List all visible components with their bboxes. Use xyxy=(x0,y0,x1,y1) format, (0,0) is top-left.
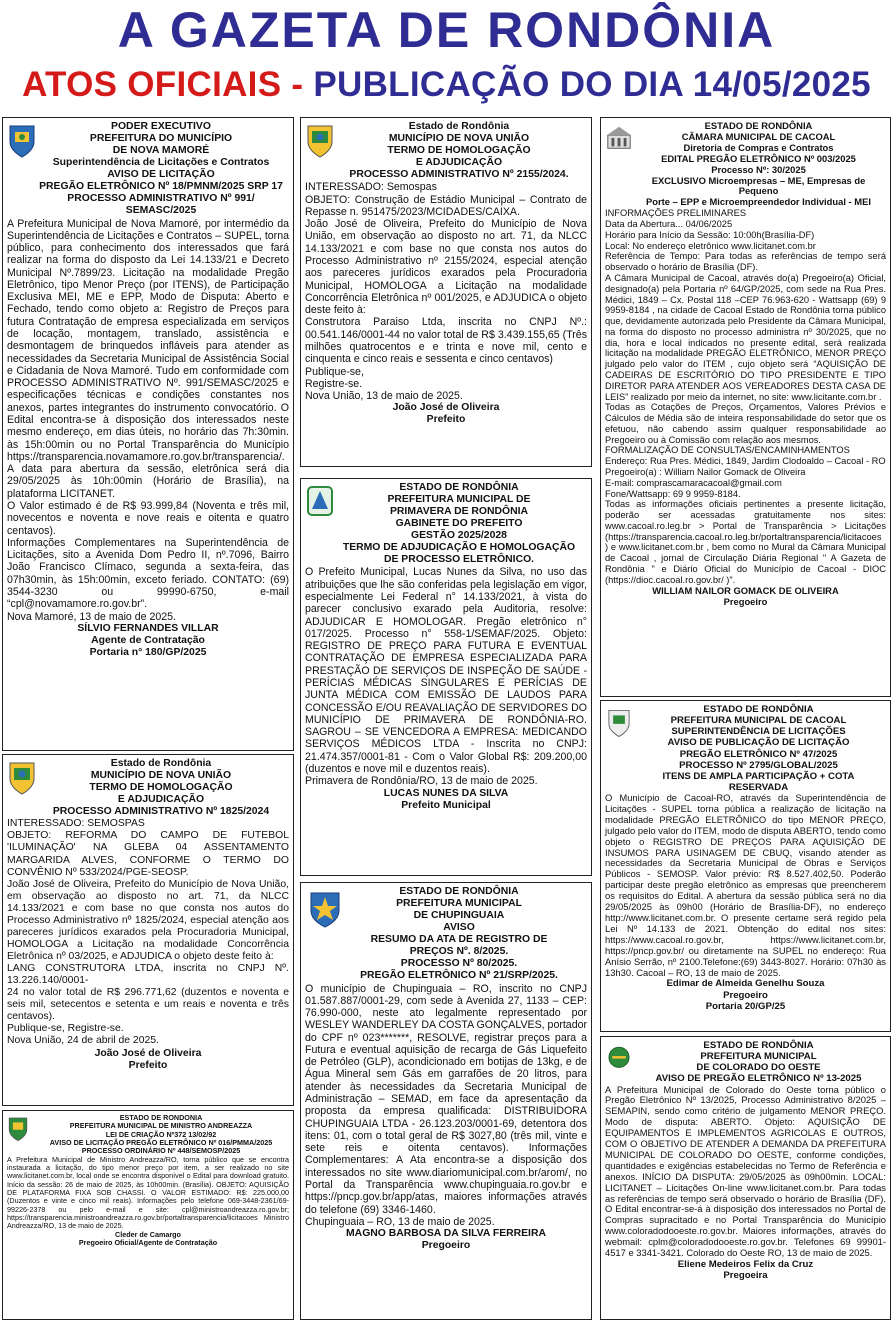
paragraph: João José de Oliveira, Prefeito do Município de Nova União, em observação ao disposto no art. 71, da NLCC 14.133/2021 e com base no que consta nos autos do Processo Administrativo nº 2155/2024, especial atenção aos pareceres jurídicos exarados pela Procuradoria Municipal, HOMOLOGA a Licitação na modalidade Concorrência Eletrônica nº 001/2025, e ADJUDICA o objeto deste feito à: xyxy=(305,218,587,317)
header-line: ESTADO DE RONDONIA xyxy=(119,1113,203,1122)
building-emblem-icon xyxy=(605,124,633,152)
signature-name: SÍLVIO FERNANDES VILLAR xyxy=(77,622,219,634)
header-line: PROCESSO ORDINÁRIO Nº 448/SEMOSP/2025 xyxy=(81,1146,241,1156)
signature xyxy=(605,586,886,608)
header-line: RESUMO DA ATA DE REGISTRO DE xyxy=(370,934,548,946)
signature-name: WILLIAM NAILOR GOMACK DE OLIVEIRA xyxy=(652,584,839,596)
paragraph: Fone/Wattsapp: 69 9 9959-8184. xyxy=(605,488,741,499)
notice-prefeitura-cacoal xyxy=(600,700,891,1032)
notice-body xyxy=(7,818,289,1047)
signature-role: Prefeito xyxy=(426,414,466,426)
paragraph: Nova União, 24 de abril de 2025. xyxy=(7,1035,159,1047)
signature-role: Agente de Contratação xyxy=(91,634,205,646)
paragraph: INFORMAÇÕES PRELIMINARES xyxy=(605,208,747,219)
header-line: PREFEITURA MUNICIPAL DE xyxy=(387,494,531,506)
paragraph: Referência de Tempo: Para todas as referências de tempo será observado o horário de Brasília (DF). xyxy=(605,251,886,273)
signature-role: Portaria n° 180/GP/2025 xyxy=(89,646,207,658)
signature-role: Portaria 20/GP/25 xyxy=(705,1000,786,1012)
paragraph: Chupinguaia – RO, 13 de maio de 2025. xyxy=(305,1215,495,1228)
signature-role: Prefeito Municipal xyxy=(401,799,491,811)
signature xyxy=(605,1259,886,1281)
notice-header xyxy=(305,886,587,983)
header-line: DE CHUPINGUAIA xyxy=(413,910,505,922)
paragraph: 24 no valor total de R$ 296.771,62 (duzentos e noventa e seis mil, setecentos e setenta e um reais e noventa e três centavos). xyxy=(7,987,289,1023)
paragraph: Todas as informações oficiais pertinentes a presente licitação, poderão ser acessadas gratuitamente nos sites: www.cacoal.ro.leg.br > Portal de Transparência > Licitações (https://transparencia.cacoal.ro.leg.br/portaltransparencia/licitacoes ) e www.licitanet.com.br , bem como no Mural da Câmara Municipal de Cacoal , jornal de Circulação Diária Regional " A Gazeta de Rondônia " e Diário Oficial do Município de Cacoal - DIOC (https://dioc.cacoal.ro.gov.br/ )". xyxy=(605,499,886,585)
paragraph: FORMALIZAÇÃO DE CONSULTAS/ENCAMINHAMENTOS xyxy=(605,445,850,456)
paragraph: Horário para Início da Sessão: 10:00h(Brasília-DF) xyxy=(605,229,815,240)
header-line: ITENS DE AMPLA PARTICIPAÇÃO + COTA RESERVADA xyxy=(662,770,855,793)
header-line: EXCLUSIVO Microempresas – ME, Empresas de Pequeno xyxy=(651,174,866,197)
header-line: MUNICÍPIO DE NOVA UNIÃO xyxy=(388,133,530,145)
header-line: ESTADO DE RONDÔNIA xyxy=(704,120,813,131)
header-line: SUPERINTENDÊNCIA DE LICITAÇÕES xyxy=(671,726,846,738)
notice-body xyxy=(605,208,886,585)
notice-header xyxy=(7,121,289,218)
notice-chupinguaia xyxy=(300,882,592,1320)
coat-of-arms-icon xyxy=(305,122,335,160)
header-line: ESTADO DE RONDÔNIA xyxy=(399,886,519,897)
signature-name: LUCAS NUNES DA SILVA xyxy=(383,787,509,799)
star-emblem-icon xyxy=(307,889,343,929)
header-line: LEI DE CRIAÇÃO Nº372 13/02/92 xyxy=(105,1129,217,1139)
paragraph: Primavera de Rondônia/RO, 13 de maio de 2025. xyxy=(305,775,538,788)
header-line: PREGÃO ELETRÔNICO Nº 21/SRP/2025. xyxy=(360,970,558,982)
coat-of-arms-icon xyxy=(605,707,633,739)
masthead xyxy=(0,0,893,112)
header-line: PRIMAVERA DE RONDÔNIA xyxy=(390,506,528,518)
paragraph: Publique-se, xyxy=(305,365,364,378)
header-line: AVISO DE PREGÃO ELETRÔNICO Nº 13-2025 xyxy=(655,1073,862,1085)
header-line: ESTADO DE RONDÔNIA xyxy=(703,704,814,715)
paragraph: Pregoeiro(a) : William Nailor Gomack de Oliveira xyxy=(605,467,806,477)
publication-date: PUBLICAÇÃO DO DIA 14/05/2025 xyxy=(313,65,871,104)
header-line: Diretoria de Compras e Contratos xyxy=(683,141,834,153)
notice-header xyxy=(305,482,587,566)
notice-primavera-de-rondonia xyxy=(300,478,592,876)
paragraph: OBJETO: REFORMA DO CAMPO DE FUTEBOL 'ILUMINAÇÃO' NA GLEBA 04 ASSENTAMENTO MARGARIDA ALVES, CONFORME O TERMO DO CONVÊNIO Nº 533/2024/PGE-SEOSP. xyxy=(7,830,289,878)
header-line: CÂMARA MUNICIPAL DE CACOAL xyxy=(681,130,836,142)
notice-body xyxy=(305,566,587,787)
notice-header xyxy=(7,758,289,818)
signature xyxy=(305,402,587,426)
signature xyxy=(605,978,886,1011)
newspaper-title: A GAZETA DE RONDÔNIA xyxy=(117,2,776,58)
header-line: Porte – EPP e Microempreendedor Individual - MEI xyxy=(646,196,871,208)
header-line: E ADJUDICAÇÃO xyxy=(117,794,205,806)
coat-of-arms-icon xyxy=(7,1115,29,1143)
signature-role: Pregoeiro xyxy=(723,595,768,607)
paragraph: João José de Oliveira, Prefeito do Município de Nova União, em observação ao disposto no art. 71, da NLCC 14.133/2021 e com base no que consta nos autos do Processo Administrativo nº 1825/2024, especial atenção aos pareceres jurídicos exarados pela Procuradoria Municipal, HOMOLOGA a Licitação na modalidade Concorrência Eletrônica nº 03/2025, e ADJUDICA o objeto deste feito à: xyxy=(7,878,289,962)
header-line: PREGÃO ELETRÔNICO Nº 18/PMNM/2025 SRP 17 xyxy=(39,181,283,193)
signature xyxy=(7,623,289,659)
header-line: AVISO DE LICITAÇÃO PREGÃO ELETRÔNICO Nº 016/PMMA/2025 xyxy=(49,1138,273,1148)
paragraph: Registre-se. xyxy=(305,377,363,390)
notice-body xyxy=(605,793,886,978)
paragraph: E-mail: comprascamaracacoal@gmail.com xyxy=(605,477,782,488)
paragraph: A Prefeitura Municipal de Nova Mamoré, por intermédio da Superintendência de Licitações e Contratos – SUPEL, torna público, para conhecimento dos interessados que fará realizar na forma do disposto da Lei 14.133/21 e Decreto Municipal Nº.7899/23. Licitação na modalidade Pregão Eletrônico, tipo Menor Preço (por ITENS), de Participação Exclusiva MEI, ME e EPP, Modo de Disputa: Aberto e Fechado, tendo como objeto a: Registro de Preços para futura Contratação de empresa especializada em serviços de locação, montagem, translado, assistência e desmontagem de brinquedos infláveis para atender as necessidades da Secretaria Municipal de Assistência Social e Cidadania de Nova Mamoré. Tudo em conformidade com PROCESSO ADMINISTRATIVO Nº. 991/SEMASC/2025 e especificações técnicas e condições constantes nos anexos, partes integrantes do instrumento convocatório. O Edital encontra-se à disposição dos interessados neste mesmo endereço, em dias úteis, no horário das 7h:30min. às 15h:00min ou no Portal Transparência do Município https://transparencia.novamamore.ro.gov.br/transparencia/. A data para abertura da sessão, eletrônica será dia 29/05/2025 às 10h:00min (Horário de Brasília), na plataforma LICITANET. xyxy=(7,217,289,500)
signature xyxy=(305,1228,587,1252)
notice-header xyxy=(605,704,886,793)
masthead-separator: - xyxy=(281,65,314,104)
notice-body xyxy=(605,1085,886,1260)
notice-nova-uniao-1825 xyxy=(2,754,294,1106)
header-line: PROCESSO ADMINISTRATIVO Nº 2155/2024. xyxy=(349,169,569,181)
notice-ministro-andreazza xyxy=(2,1110,294,1320)
header-line: E ADJUDICAÇÃO xyxy=(415,157,503,169)
paragraph: Informações Complementares na Superintendência de Licitações, sito a Avenida Dom Pedro II, nº.7096, Bairro João Francisco Clímaco, segunda a sexta-feira, das 07h30min, às 15h:00min, exceto feriado. CONTATO: (69) 3544-3230 ou 99990-6750, e-mail “cpl@novamamore.ro.gov.br”. xyxy=(7,536,289,611)
signature-name: Edimar de Almeida Genelhu Souza xyxy=(666,978,825,990)
header-line: GESTÃO 2025/2028 xyxy=(411,530,507,542)
paragraph: Data da Abertura... 04/06/2025 xyxy=(605,219,733,230)
notice-header xyxy=(605,121,886,208)
header-line: Superintendência de Licitações e Contratos xyxy=(52,157,270,169)
notice-header xyxy=(7,1114,289,1156)
header-line: Processo Nº: 30/2025 xyxy=(711,163,806,175)
paragraph: INTERESSADO: SEMOSPAS xyxy=(7,818,145,830)
signature-name: Eliene Medeiros Felix da Cruz xyxy=(677,1259,814,1270)
coat-of-arms-icon xyxy=(605,1043,633,1075)
notice-header xyxy=(605,1040,886,1085)
paragraph: Construtora Paraiso Ltda, inscrita no CNPJ Nº.: 00.541.146/0001-44 no valor total de R$ 3.439.155,65 (Três milhões quatrocentos e e trinta e nove mil, cento e cinquenta e cinco reais e sessenta e cinco centavos) xyxy=(305,316,587,366)
paragraph: OBJETO: Construção de Estádio Municipal – Contrato de Repasse n. 951475/2023/MCIDADES/CAIXA. xyxy=(305,193,587,218)
paragraph: LANG CONSTRUTORA LTDA, inscrita no CNPJ Nº. 13.226.140/0001- xyxy=(7,963,289,987)
header-line: PREFEITURA DO MUNICÍPIO xyxy=(89,133,233,145)
header-line: DE PROCESSO ELETRÔNICO. xyxy=(383,554,535,566)
notice-camara-cacoal xyxy=(600,117,891,697)
notice-nova-uniao-2155 xyxy=(300,117,592,467)
notice-header xyxy=(305,121,587,181)
header-line: PREÇOS Nº. 8/2025. xyxy=(409,946,509,958)
header-line: PROCESSO Nº 2795/GLOBAL/2025 xyxy=(679,759,838,771)
notice-body xyxy=(305,983,587,1229)
header-line: TERMO DE ADJUDICAÇÃO E HOMOLOGAÇÃO xyxy=(342,542,576,554)
signature-name: João José de Oliveira xyxy=(94,1047,202,1059)
paragraph: O município de Chupinguaia – RO, inscrito no CNPJ 01.587.887/0001-29, com sede à Avenida 27, 1133 – CEP: 76.990-000, neste ato legalmente representado por WESLEY WANDERLEY DA COSTA GONÇALVES, portador do CPF nº 023*******, RESOLVE, registrar preços para a Futura e eventual aquisição de recarga de Gás Liquefeito de Petróleo (GLP), acondicionado em botijas de 13kg, e de Água Mineral sem Gás em garrafões de 20 litros, para atender às necessidades da Secretaria Municipal de Administração – SEMAD, em face da apresentação da proposta da empresa qualificada: DISTRIBUIDORA CHUPINGUAIA LTDA - 26.123.203/0001-69, detentora dos itens: 01, com o total geral de R$ 3027,80 (três mil, vinte e sete reis e oitenta centavos). Informações Complementares: A Ata encontra-se a disposição dos interessados no site www.diariomunicipal.com.br/arom/, no Portal da Transparência www.chupinguaia.ro.gov.br e https://pncp.gov.br/app/atas, maiores informações através do telefone (69) 3346-1460. xyxy=(305,982,588,1216)
header-line: EDITAL PREGÃO ELETRÔNICO Nº 003/2025 xyxy=(661,152,856,164)
header-line: Estado de Rondônia xyxy=(110,758,212,769)
header-line: PREFEITURA MUNICIPAL xyxy=(396,898,522,910)
notice-colorado-do-oeste xyxy=(600,1036,891,1320)
paragraph: Publique-se, Registre-se. xyxy=(7,1023,124,1035)
header-line: PROCESSO Nº 80/2025. xyxy=(400,958,518,970)
header-line: GABINETE DO PREFEITO xyxy=(395,518,523,530)
signature xyxy=(7,1231,289,1248)
header-line: PROCESSO ADMINISTRATIVO Nº 991/ xyxy=(67,193,255,205)
paragraph: Endereço: Rua Pres. Médici, 1849, Jardim Clodoaldo – Cacoal - RO xyxy=(605,456,886,467)
signature-name: Cleder de Camargo xyxy=(115,1229,181,1239)
header-line: DE COLORADO DO OESTE xyxy=(696,1062,821,1074)
header-line: PREFEITURA MUNICIPAL xyxy=(700,1051,817,1063)
paragraph: INTERESSADO: Semospas xyxy=(305,181,437,194)
header-line: TERMO DE HOMOLOGAÇÃO xyxy=(387,145,531,157)
paragraph: Nova Mamoré, 13 de maio de 2025. xyxy=(7,610,177,623)
atos-oficiais-label: ATOS OFICIAIS xyxy=(22,65,282,104)
notice-nova-mamore xyxy=(2,117,294,751)
coat-of-arms-icon xyxy=(305,483,335,521)
header-line: PODER EXECUTIVO xyxy=(111,121,211,132)
signature-role: Prefeito xyxy=(128,1059,168,1071)
paragraph: Nova União, 13 de maio de 2025. xyxy=(305,390,463,403)
header-line: ESTADO DE RONDÔNIA xyxy=(703,1040,814,1051)
paragraph: A Câmara Municipal de Cacoal, através do(a) Pregoeiro(a) Oficial, designado(a) pela Portaria nº 64/GP/2025, com sede na Rua Pres. Médici, 1849 – Cx. Postal 118 –CEP 76.963-620 - Wattsapp (69) 9 9959-8184 , na cidade de Cacoal Estado de Rondônia torna público que, devidamente autorizada pelo Presidente da Câmara Municipal, na forma do disposto no processo administra nº 30/2025, que no dia, hora e local indicados no presente edital, será realizada licitação na modalidade PREGÃO ELETRÔNICO, MENOR PREÇO julgado pelo valor do ITEM , cujo objeto será “AQUISIÇÃO DE CADEIRAS DE ESCRITÓRIO DO TIPO PRESIDENTE E TIPO DIRETOR PARA ATENDER AOS VEREADORES DESTA CASA DE LEIS” realizado por meio da internet, no site: www.licitante.com.br . xyxy=(605,272,886,402)
paragraph: O Valor estimado é de R$ 93.999,84 (Noventa e três mil, novecentos e noventa e nove reais e oitenta e quatro centavos). xyxy=(7,499,289,537)
header-line: PREFEITURA MUNICIPAL DE MINISTRO ANDREAZZA xyxy=(69,1121,253,1131)
signature xyxy=(305,788,587,812)
notice-body xyxy=(7,1156,289,1231)
paragraph: O Município de Cacoal-RO, através da Superintendência de Licitações - SUPEL torna pública a realização de licitação na modalidade PREGÃO ELETRÔNICO do tipo MENOR PREÇO, julgado pelo valor do ITEM, modo de disputa ABERTO, tendo como objeto o REGISTRO DE PREÇOS PARA AQUISIÇÃO DE INSUMOS PARA USINAGEM DE CBUQ, visando atender as necessidades da Secretaria Municipal de Obras e Serviços Públicos - SEMOSP. Valor prévio: R$ 8.527.402,50. Poderão participar deste pregão eletrônico as empresas que preencherem os requisitos do Edital. A abertura da sessão pública será no dia 29/05/2025 às 09h00 (Horário de Brasília-DF), no endereço http://www.licitanet.com.br. O presente certame será regido pela Lei Nº 14.133 de 2021. Obtenção do edital nos sites: https://www.cacoal.ro.gov.br, https://www.licitanet.com.br, https://pncp.gov.br/ ou diretamente na SUPEL no endereço: Rua Anísio Serrão, nº 2100.Telefone:(69) 3443-8027. Horário: 07h30 às 13h30. Cacoal – RO, 13 de maio de 2025. xyxy=(605,792,886,978)
signature-role: Pregoeiro Oficial/Agente de Contratação xyxy=(78,1238,218,1248)
signature-name: João José de Oliveira xyxy=(392,402,500,414)
publication-line xyxy=(0,62,893,108)
paragraph: O Prefeito Municipal, Lucas Nunes da Silva, no uso das atribuições que lhe são conferidas pela legislação em vigor, especialmente Lei Federal n° 14.133/2021, à vista do parecer conclusivo exarado pela Auditoria, resolve: ADJUDICAR E HOMOLOGAR. Pregão eletrônico n° 017/2025. Processo n° 558-1/SEMAF/2025. Objeto: REGISTRO DE PREÇO PARA FUTURA E EVENTUAL CONTRATAÇÃO DE EMPRESA ESPECIALIZADA PARA PRESTAÇÃO DE SERVIÇOS DE INSPEÇÃO DE SAÚDE - PERÍCIAS MÉDICAS SINGULARES E PERÍCIAS DE JUNTA MÉDICA COM EMISSÃO DE LAUDOS PARA CONCESSÃO E/OU REAVALIAÇÃO DE SERVIDORES DO MUNICÍPIO DE PRIMAVERA DE RONDÔNIA-RO. SAGROU – SE VENCEDORA A EMPRESA: MEDICANDO SERVIÇOS MÉDICOS LTDA - Inscrita no CNPJ: 21.474.357/0001-81 - Com o Valor Global R$: 209.200,00 (duzentos e nove mil e duzentos reais). xyxy=(305,566,587,775)
header-line: DE NOVA MAMORÉ xyxy=(112,145,210,157)
paragraph: A Prefeitura Municipal de Colorado do Oeste torna público o Pregão Eletrônico Nº 13/2025, Processo Administrativo 8/2025 – SEMAPIN, sendo como critério de julgamento MENOR PREÇO. Modo de disputa: ABERTO. Objeto: AQUISIÇÃO DE EQUIPAMENTOS E IMPLEMENTOS AGRICOLAS E OUTROS, COM O OBJETIVO DE ATENDER A DEMANDA DA PREFEITURA MUNICIPAL DE COLORADO DO OESTE, conforme condições, quantidades e exigências estabelecidas no Termo de Referência e anexos. INÍCIO DA DISPUTA: 29/05/2025 às 09h00min. LOCAL: LICITANET – Licitações On-line www.licitanet.com.br. Para todas as referências de tempo será observado o horário de Brasília (DF). O Edital encontrar-se-á à disposição dos interessados no Portal de Compras supracitado e no Portal Transparência do Município www.coloradodooeste.ro.gov.br. Maiores informações, através do webmail: cplm@coloradodooeste.ro.gov.br. Telefones 69 99901-4517 e 3341-3421. Colorado do Oeste RO, 13 de maio de 2025. xyxy=(605,1083,886,1259)
header-line: TERMO DE HOMOLOGAÇÃO xyxy=(89,782,233,794)
header-line: AVISO DE PUBLICAÇÃO DE LICITAÇÃO xyxy=(667,737,850,749)
signature-role: Pregoeiro xyxy=(421,1240,471,1252)
header-line: PROCESSO ADMINISTRATIVO Nº 1825/2024 xyxy=(52,806,270,818)
paragraph: Todas as Cotações de Preços, Orçamentos, Valores Prévios e Cálculos de Média são de inteira responsabilidade do setor que os efetuou, não cabendo assim qualquer responsabilidade ao Pregoeiro ou à Comissão com relação aos mesmos. xyxy=(605,402,886,445)
header-line: ESTADO DE RONDÔNIA xyxy=(399,482,519,493)
coat-of-arms-icon xyxy=(7,122,37,160)
signature xyxy=(7,1048,289,1072)
header-line: AVISO xyxy=(443,922,475,934)
header-line: SEMASC/2025 xyxy=(125,205,197,217)
header-line: MUNICÍPIO DE NOVA UNIÃO xyxy=(90,770,232,782)
header-line: AVISO DE LICITAÇÃO xyxy=(107,169,215,181)
signature-name: MAGNO BARBOSA DA SILVA FERREIRA xyxy=(346,1228,546,1240)
signature-role: Pregoeiro xyxy=(723,989,768,1001)
header-line: PREFEITURA MUNICIPAL DE CACOAL xyxy=(670,715,847,727)
header-line: PREGÃO ELETRÔNICO Nº 47/2025 xyxy=(679,748,838,760)
coat-of-arms-icon xyxy=(7,759,37,797)
header-line: Estado de Rondônia xyxy=(408,121,510,132)
paragraph: Local: No endereço eletrônico www.licitanet.com.br xyxy=(605,240,816,251)
notice-body xyxy=(305,181,587,402)
paragraph: A Prefeitura Municipal de Ministro Andreazza/RO, torna público que se encontra instaurada a licitação, do tipo menor preço por item, a ser realizado no site www.licitanet.com.br, local onde se encontra disponível o Edital para download gratuito. Início da sessão: 26 de maio de 2025, às 10h00min. (Brasília). OBJETO: AQUISIÇÃO DE PLATAFORMA FIXA SOB CHASSI. O VALOR ESTIMADO: R$: 225.000,00 (Duzentos e vinte e cinco mil reais). Informações pelo telefone 069-3448-2361/69-99226-2378 ou pelo e-mail e site: cpl@ministroandreazza.ro.gov.br; https://transparencia.ministroandreazza.ro.gov.br/portaltransparencia/licitacoes Ministro Andreazza/RO, 13 de maio de 2025. xyxy=(7,1154,289,1231)
notice-body xyxy=(7,218,289,623)
signature-role: Pregoeira xyxy=(723,1270,768,1282)
